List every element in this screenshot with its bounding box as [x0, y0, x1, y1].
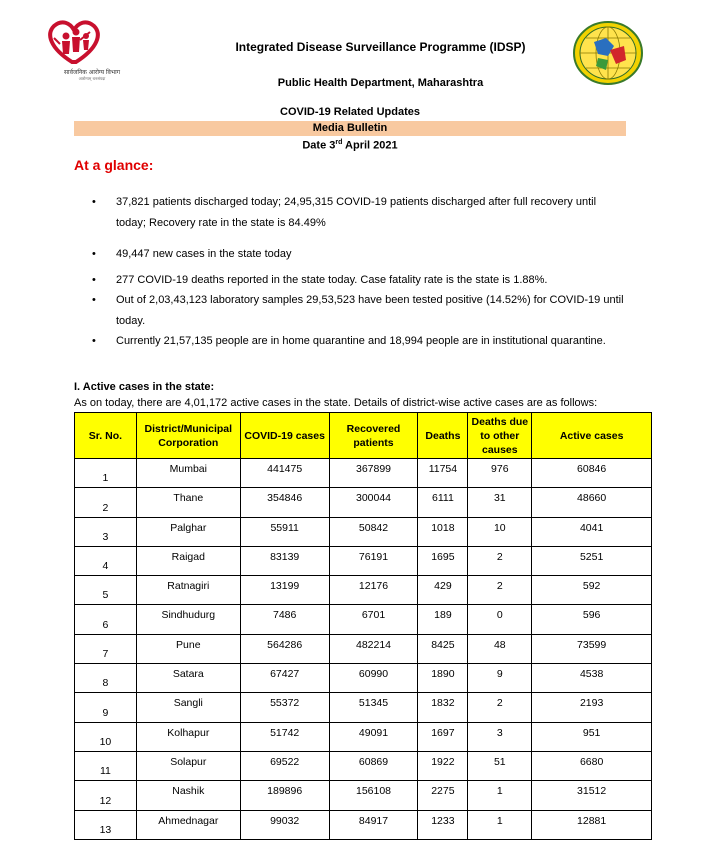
other-deaths-cell: 9	[468, 664, 532, 693]
district-cell: Kolhapur	[136, 722, 240, 751]
section-intro: As on today, there are 4,01,172 active cases in the state. Details of district-wise active cases are as follows:	[74, 397, 598, 409]
recovered-cell: 367899	[329, 459, 418, 488]
active-cases-cell: 73599	[532, 634, 652, 663]
sr-no-cell: 1	[75, 459, 137, 488]
section-heading: I. Active cases in the state:	[74, 381, 215, 393]
bullet-icon: •	[92, 294, 96, 306]
active-cases-cell: 48660	[532, 488, 652, 517]
active-cases-cell: 12881	[532, 810, 652, 839]
col-header-district: District/Municipal Corporation	[136, 413, 240, 459]
covid-cases-cell: 13199	[240, 576, 329, 605]
covid-cases-cell: 99032	[240, 810, 329, 839]
active-cases-cell: 2193	[532, 693, 652, 722]
deaths-cell: 1233	[418, 810, 468, 839]
media-bulletin-band: Media Bulletin	[74, 121, 626, 136]
district-cell: Raigad	[136, 546, 240, 575]
recovered-cell: 12176	[329, 576, 418, 605]
district-cell: Nashik	[136, 781, 240, 810]
sr-no-cell: 5	[75, 576, 137, 605]
recovered-cell: 49091	[329, 722, 418, 751]
other-deaths-cell: 51	[468, 751, 532, 780]
district-cell: Sindhudurg	[136, 605, 240, 634]
glance-point: • Currently 21,57,135 people are in home quarantine and 18,994 people are in institutional quarantine.	[116, 331, 626, 352]
active-cases-cell: 592	[532, 576, 652, 605]
other-deaths-cell: 10	[468, 517, 532, 546]
col-header-other-deaths: Deaths due to other causes	[468, 413, 532, 459]
recovered-cell: 60990	[329, 664, 418, 693]
bulletin-date: Date 3rd April 2021	[302, 139, 398, 152]
deaths-cell: 11754	[418, 459, 468, 488]
district-cell: Thane	[136, 488, 240, 517]
bullet-icon: •	[92, 248, 96, 260]
other-deaths-cell: 31	[468, 488, 532, 517]
other-deaths-cell: 976	[468, 459, 532, 488]
active-cases-cell: 4041	[532, 517, 652, 546]
table-row	[75, 576, 652, 605]
sr-no-cell: 9	[75, 693, 137, 722]
sr-no-cell: 11	[75, 751, 137, 780]
sr-no-cell: 2	[75, 488, 137, 517]
covid-cases-cell: 69522	[240, 751, 329, 780]
table-row	[75, 517, 652, 546]
recovered-cell: 60869	[329, 751, 418, 780]
active-cases-cell: 5251	[532, 546, 652, 575]
table-row	[75, 751, 652, 780]
deaths-cell: 1922	[418, 751, 468, 780]
page-title: Integrated Disease Surveillance Programme (IDSP)	[235, 40, 526, 54]
recovered-cell: 76191	[329, 546, 418, 575]
recovered-cell: 156108	[329, 781, 418, 810]
recovered-cell: 482214	[329, 634, 418, 663]
deaths-cell: 429	[418, 576, 468, 605]
col-header-sr-no: Sr. No.	[75, 413, 137, 459]
department-name: Public Health Department, Maharashtra	[277, 77, 484, 89]
logo-subcaption: आरोग्यम् धनसंपदा	[78, 76, 106, 81]
sr-no-cell: 13	[75, 810, 137, 839]
deaths-cell: 1697	[418, 722, 468, 751]
covid-cases-cell: 67427	[240, 664, 329, 693]
table-row	[75, 605, 652, 634]
recovered-cell: 6701	[329, 605, 418, 634]
sr-no-cell: 10	[75, 722, 137, 751]
covid-cases-cell: 55911	[240, 517, 329, 546]
other-deaths-cell: 2	[468, 546, 532, 575]
table-row	[75, 546, 652, 575]
sr-no-cell: 8	[75, 664, 137, 693]
col-header-recovered: Recovered patients	[329, 413, 418, 459]
table-row	[75, 781, 652, 810]
deaths-cell: 8425	[418, 634, 468, 663]
table-row	[75, 810, 652, 839]
covid-cases-cell: 354846	[240, 488, 329, 517]
covid-cases-cell: 55372	[240, 693, 329, 722]
table-row	[75, 488, 652, 517]
at-a-glance-heading: At a glance:	[74, 157, 154, 173]
other-deaths-cell: 2	[468, 693, 532, 722]
other-deaths-cell: 3	[468, 722, 532, 751]
district-cell: Mumbai	[136, 459, 240, 488]
district-cell: Ahmednagar	[136, 810, 240, 839]
covid-cases-cell: 441475	[240, 459, 329, 488]
sr-no-cell: 4	[75, 546, 137, 575]
deaths-cell: 1890	[418, 664, 468, 693]
deaths-cell: 6111	[418, 488, 468, 517]
bulletin-title: COVID-19 Related Updates	[280, 106, 420, 118]
deaths-cell: 1018	[418, 517, 468, 546]
glance-point: • 49,447 new cases in the state today	[116, 244, 626, 265]
active-cases-table	[74, 412, 652, 840]
recovered-cell: 51345	[329, 693, 418, 722]
district-cell: Satara	[136, 664, 240, 693]
sr-no-cell: 6	[75, 605, 137, 634]
covid-cases-cell: 7486	[240, 605, 329, 634]
other-deaths-cell: 0	[468, 605, 532, 634]
logo-caption: सार्वजनिक आरोग्य विभाग	[63, 69, 121, 76]
sr-no-cell: 12	[75, 781, 137, 810]
sr-no-cell: 3	[75, 517, 137, 546]
other-deaths-cell: 48	[468, 634, 532, 663]
table-row	[75, 459, 652, 488]
district-cell: Ratnagiri	[136, 576, 240, 605]
district-cell: Solapur	[136, 751, 240, 780]
covid-cases-cell: 51742	[240, 722, 329, 751]
col-header-covid-cases: COVID-19 cases	[240, 413, 329, 459]
other-deaths-cell: 1	[468, 810, 532, 839]
table-row	[75, 664, 652, 693]
glance-point: • 277 COVID-19 deaths reported in the state today. Case fatality rate is the state is 1.88%.	[116, 270, 626, 291]
active-cases-cell: 4538	[532, 664, 652, 693]
active-cases-cell: 60846	[532, 459, 652, 488]
covid-cases-cell: 189896	[240, 781, 329, 810]
sr-no-cell: 7	[75, 634, 137, 663]
active-cases-cell: 31512	[532, 781, 652, 810]
active-cases-cell: 596	[532, 605, 652, 634]
other-deaths-cell: 1	[468, 781, 532, 810]
other-deaths-cell: 2	[468, 576, 532, 605]
active-cases-cell: 6680	[532, 751, 652, 780]
deaths-cell: 189	[418, 605, 468, 634]
col-header-active: Active cases	[532, 413, 652, 459]
recovered-cell: 50842	[329, 517, 418, 546]
bullet-icon: •	[92, 196, 96, 208]
glance-point: • Out of 2,03,43,123 laboratory samples 29,53,523 have been tested positive (14.52%) for COVID-19 until today.	[116, 290, 626, 332]
recovered-cell: 84917	[329, 810, 418, 839]
table-row	[75, 693, 652, 722]
district-cell: Palghar	[136, 517, 240, 546]
deaths-cell: 2275	[418, 781, 468, 810]
covid-cases-cell: 564286	[240, 634, 329, 663]
district-cell: Pune	[136, 634, 240, 663]
table-row	[75, 722, 652, 751]
covid-cases-cell: 83139	[240, 546, 329, 575]
active-cases-cell: 951	[532, 722, 652, 751]
bullet-icon: •	[92, 335, 96, 347]
deaths-cell: 1832	[418, 693, 468, 722]
deaths-cell: 1695	[418, 546, 468, 575]
col-header-deaths: Deaths	[418, 413, 468, 459]
table-header-row	[75, 413, 652, 459]
district-cell: Sangli	[136, 693, 240, 722]
table-row	[75, 634, 652, 663]
bullet-icon: •	[92, 274, 96, 286]
recovered-cell: 300044	[329, 488, 418, 517]
glance-point: • 37,821 patients discharged today; 24,95,315 COVID-19 patients discharged after full recovery until today; Recovery rate in the state is 84.49%	[116, 192, 626, 234]
